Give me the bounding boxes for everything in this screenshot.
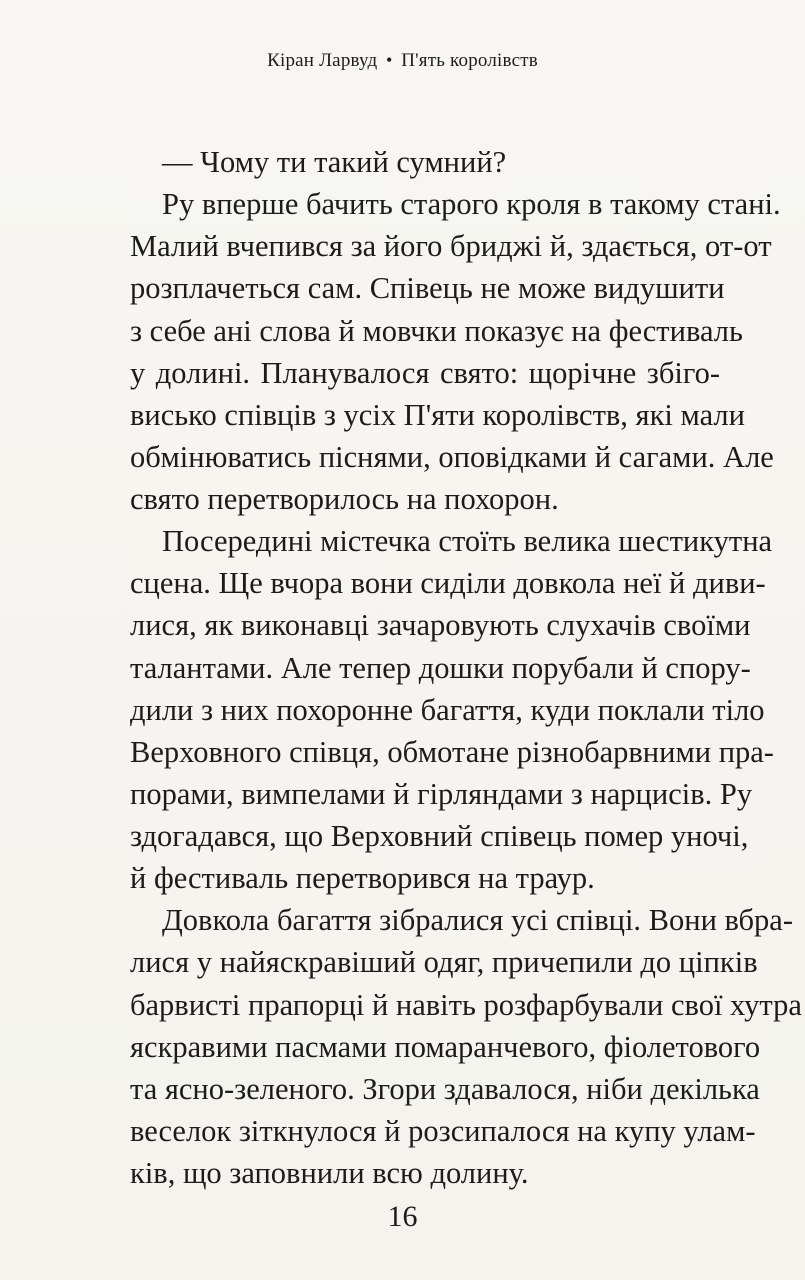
text-line: порами, вимпелами й гірляндами з нарцисів. Ру	[130, 776, 753, 811]
text-line: веселок зіткнулося й розсипалося на купу улам-	[130, 1113, 756, 1148]
text-line: висько співців з усіх П'яти королівств, які мали	[130, 397, 745, 432]
text-line: й фестиваль перетворився на траур.	[130, 861, 595, 896]
text-line: обмінюватись піснями, оповідками й сагами. Але	[130, 439, 774, 474]
text-line: Ру вперше бачить старого кроля в такому стані.	[162, 187, 781, 222]
text-line: барвисті прапорці й навіть розфарбували свої хутра	[130, 987, 802, 1022]
header-author: Кіран Ларвуд	[267, 50, 378, 71]
header-book-title: П'ять королівств	[401, 50, 538, 71]
text-line: та ясно-зеленого. Згори здавалося, ніби декілька	[130, 1071, 760, 1106]
text-line: дили з них похоронне багаття, куди поклали тіло	[130, 692, 765, 727]
text-line: талантами. Але тепер дошки порубали й спору-	[130, 650, 751, 685]
text-line: Довкола багаття зібралися усі співці. Вони вбра-	[162, 903, 793, 938]
text-line: — Чому ти такий сумний?	[162, 145, 507, 179]
text-line: Верховного співця, обмотане різнобарвними пра-	[130, 734, 774, 769]
page-number: 16	[387, 1200, 418, 1233]
text-line: розплачеться сам. Співець не може видушити	[130, 271, 725, 306]
running-header	[0, 50, 805, 72]
text-line: Малий вчепився за його бриджі й, здається, от-от	[130, 229, 772, 264]
text-line: яскравими пасмами помаранчевого, фіолетового	[130, 1029, 761, 1064]
text-line: свято перетворилось на похорон.	[130, 482, 559, 516]
text-line: з себе ані слова й мовчки показує на фестиваль	[130, 313, 743, 348]
text-line: Посередині містечка стоїть велика шестикутна	[162, 524, 773, 559]
text-line: ків, що заповнили всю долину.	[130, 1156, 529, 1190]
text-line: сцена. Ще вчора вони сиділи довкола неї й диви-	[130, 566, 766, 601]
text-line: здогадався, що Верховний співець помер уночі,	[130, 819, 749, 853]
text-line: лися у найяскравіший одяг, причепили до ціпків	[130, 945, 758, 980]
text-line: у долині. Планувалося свято: щорічне збіго-	[130, 355, 720, 390]
header-separator: •	[386, 52, 393, 69]
text-line: лися, як виконавці зачаровують слухачів своїми	[130, 608, 751, 643]
